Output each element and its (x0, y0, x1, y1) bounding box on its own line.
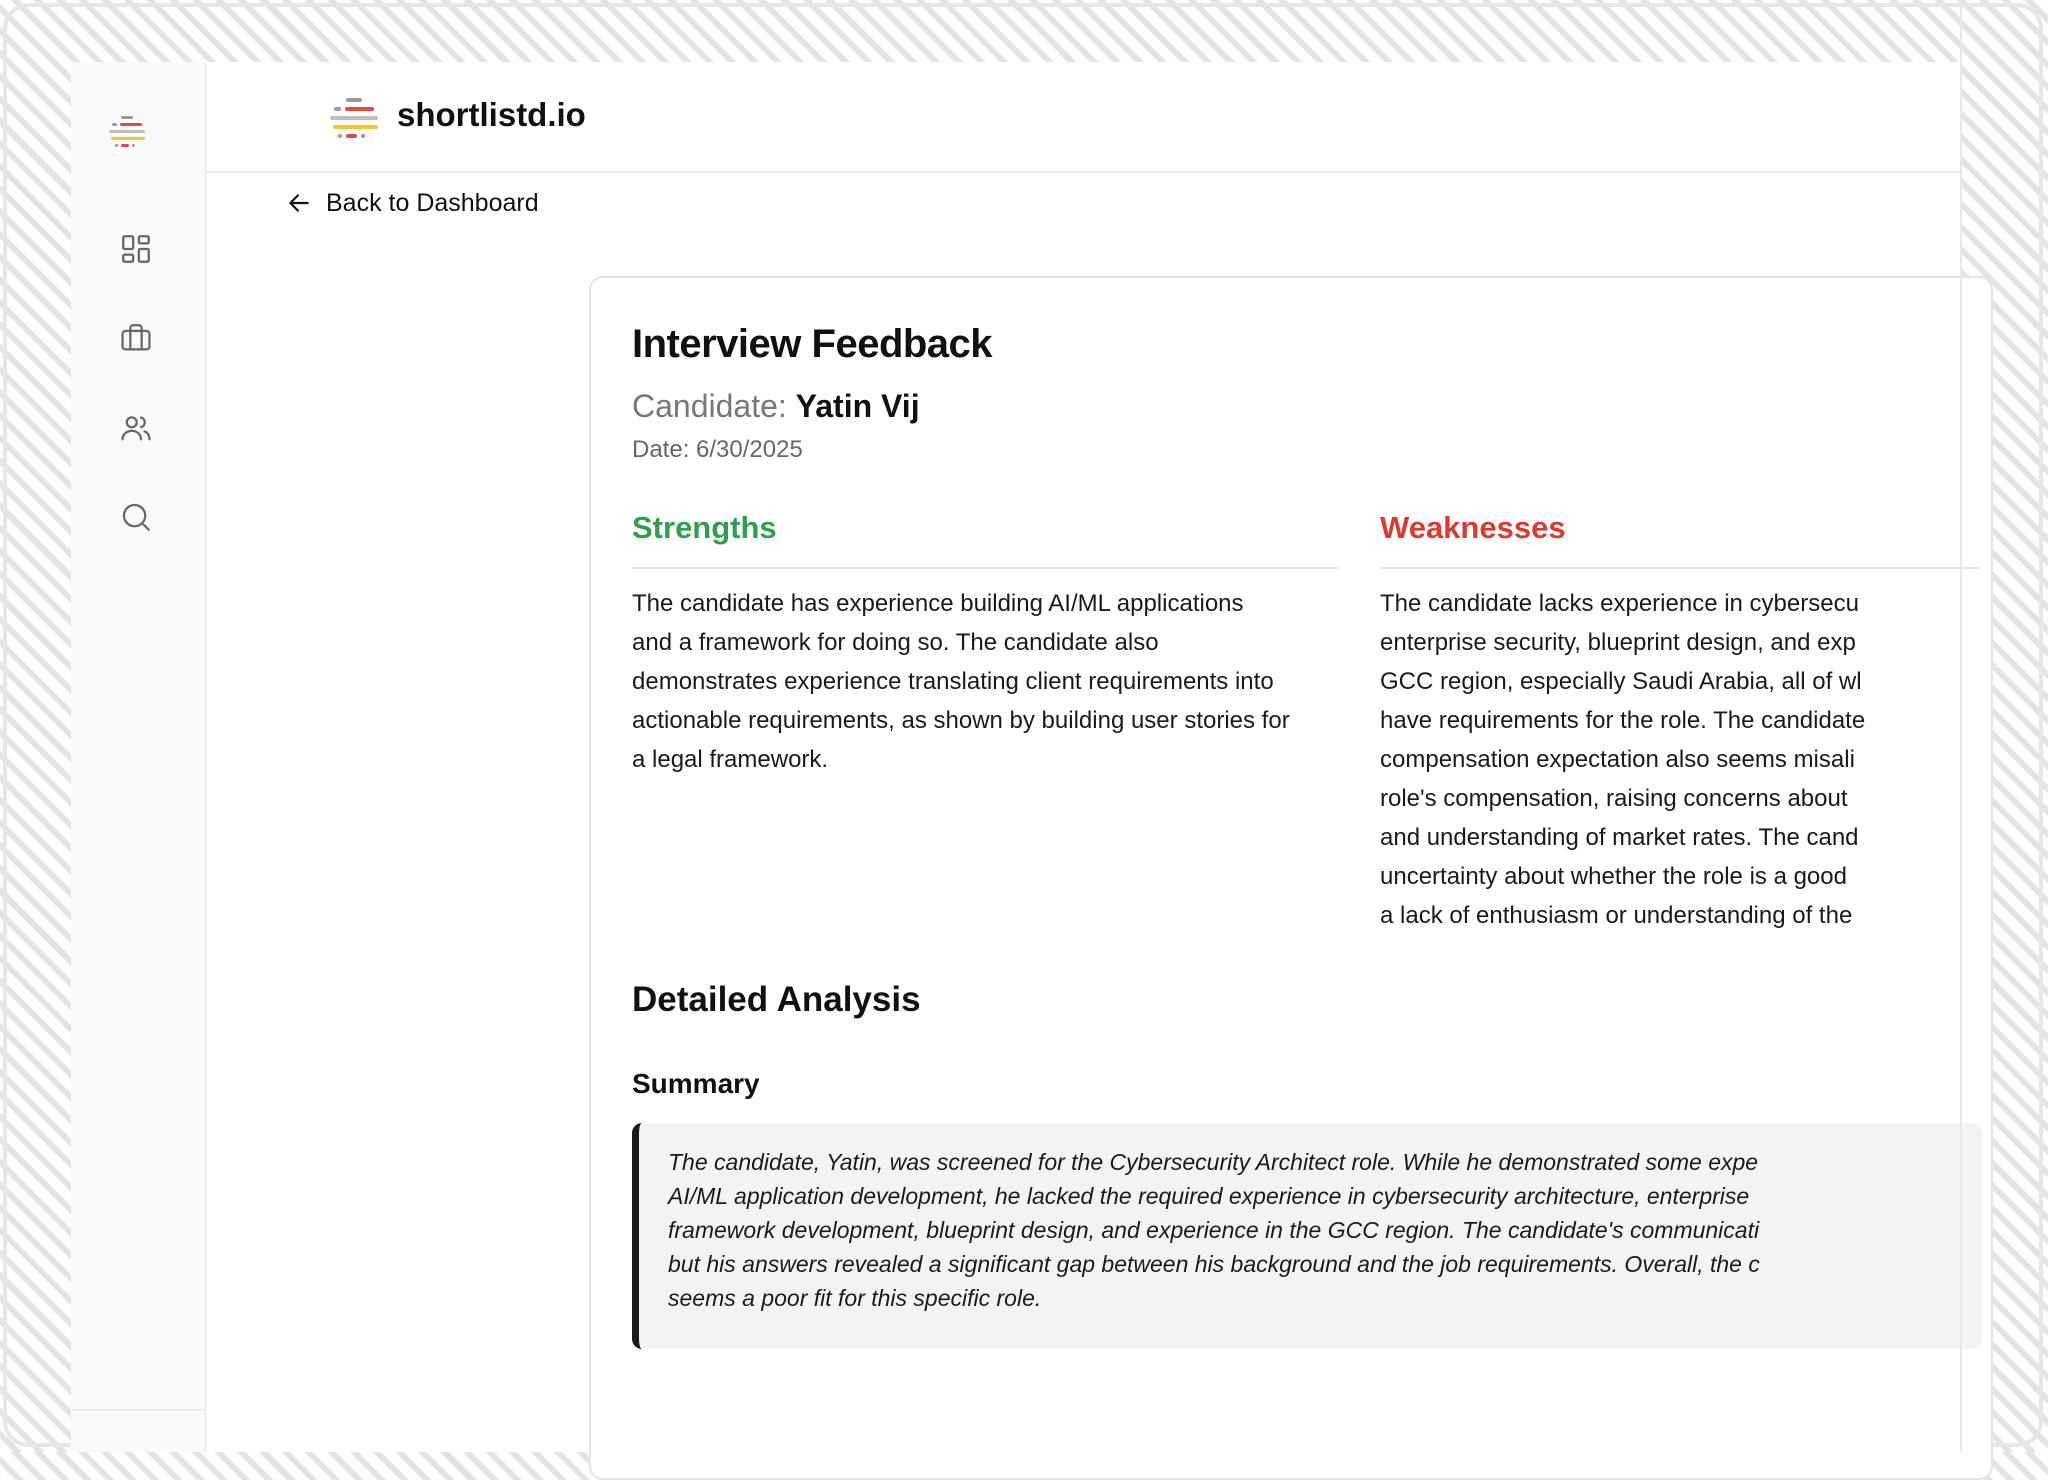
strengths-divider (632, 567, 1338, 569)
weaknesses-line: GCC region, especially Saudi Arabia, all of wl (1380, 668, 1862, 695)
sidebar (71, 62, 206, 1452)
back-link-label: Back to Dashboard (326, 188, 539, 217)
dashboard-grid-icon[interactable] (119, 232, 153, 266)
weaknesses-text (1380, 584, 1940, 935)
search-icon[interactable] (119, 500, 153, 534)
weaknesses-line: The candidate lacks experience in cybersecu (1380, 590, 1859, 617)
weaknesses-line: a lack of enthusiasm or understanding of the (1380, 902, 1853, 929)
weaknesses-line: compensation expectation also seems misali (1380, 746, 1855, 773)
back-to-dashboard-link[interactable] (286, 183, 539, 223)
strengths-line: demonstrates experience translating client requirements into (632, 668, 1274, 695)
arrow-left-icon (286, 190, 312, 216)
summary-line: AI/ML application development, he lacked the required experience in cybersecurity architecture, enterprise (668, 1183, 1750, 1209)
weaknesses-line: enterprise security, blueprint design, and exp (1380, 629, 1856, 656)
summary-quote (632, 1123, 1982, 1349)
summary-line: framework development, blueprint design, and experience in the GCC region. The candidate's communicati (668, 1217, 1760, 1243)
detailed-analysis-heading: Detailed Analysis (632, 980, 921, 1019)
top-header (206, 62, 1961, 173)
strengths-line: a legal framework. (632, 746, 829, 773)
strengths-line: The candidate has experience building AI/ML applications (632, 590, 1244, 617)
weaknesses-line: and understanding of market rates. The cand (1380, 824, 1859, 851)
weaknesses-line: have requirements for the role. The candidate (1380, 707, 1866, 734)
sidebar-footer-divider (71, 1409, 205, 1410)
interview-date: Date: 6/30/2025 (632, 436, 803, 463)
stripes-logo-icon[interactable] (109, 116, 149, 150)
strengths-line: and a framework for doing so. The candidate also (632, 629, 1159, 656)
interview-feedback-card (589, 276, 1993, 1480)
weaknesses-line: uncertainty about whether the role is a good (1380, 863, 1847, 890)
summary-line: seems a poor fit for this specific role. (668, 1285, 1042, 1311)
strengths-text (632, 584, 1352, 779)
stripes-logo-icon[interactable] (330, 98, 382, 142)
candidate-label: Candidate: (632, 388, 787, 424)
viewport-edge-divider (1960, 0, 1962, 1452)
summary-line: but his answers revealed a significant gap between his background and the job requirements. Overall, the c (668, 1251, 1760, 1277)
strengths-line: actionable requirements, as shown by building user stories for (632, 707, 1290, 734)
users-icon[interactable] (119, 411, 153, 445)
candidate-line (632, 388, 920, 425)
weaknesses-divider (1380, 567, 1980, 569)
summary-text (668, 1145, 1982, 1315)
briefcase-icon[interactable] (119, 321, 153, 355)
page-title: Interview Feedback (632, 322, 993, 366)
summary-line: The candidate, Yatin, was screened for the Cybersecurity Architect role. While he demonstrated some expe (668, 1149, 1759, 1175)
weaknesses-heading: Weaknesses (1380, 510, 1566, 545)
brand-name: shortlistd.io (397, 96, 586, 133)
strengths-heading: Strengths (632, 510, 777, 545)
summary-heading: Summary (632, 1068, 760, 1099)
weaknesses-line: role's compensation, raising concerns about (1380, 785, 1848, 812)
candidate-name: Yatin Vij (795, 388, 920, 424)
